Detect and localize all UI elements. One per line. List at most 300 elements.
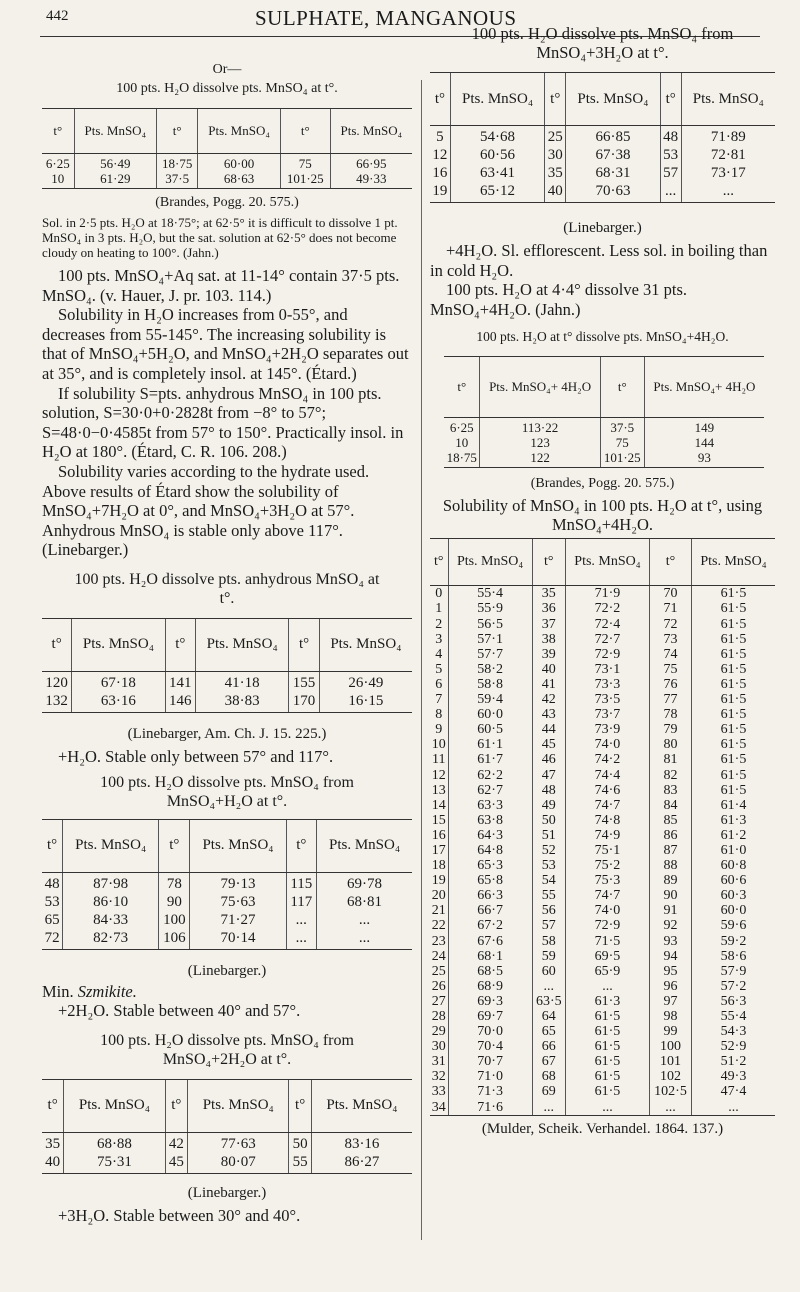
table-cell: 80 [650,737,692,752]
table-cell: 58·2 [448,662,532,677]
table-cell: 28 [431,1009,446,1024]
table-cell: 81 [650,752,692,767]
col-pts-hydrate: Pts. MnSO₄+ 4H₂O [480,357,600,418]
col-pts: Pts. MnSO₄ [317,819,412,872]
table-row [430,979,775,994]
table-cell: 61·5 [692,601,775,616]
table-cell: 101 [650,1054,692,1069]
running-title: SULPHATE, MANGANOUS [255,6,517,30]
note-jahn: Sol. in 2·5 pts. H₂O at 18·75°; at 62·5° it is difficult to dissolve 1 pt. MnSO₄ in 3 pts. H₂O, but the sat. solution at 62·5° does not become cloudy on heating to 100°. (Jahn.) [42,215,398,260]
table-cell: 21 [431,903,446,919]
table-cell: 25 30 35 40 [545,126,566,203]
table-row [430,692,775,707]
col-t: t° [42,819,63,872]
page-number: 442 [46,8,69,24]
col-t: t° [289,1079,311,1132]
table-cell: 39 [532,647,565,662]
table-cell: 100 [650,1039,692,1054]
table-cell: 49 [532,798,565,813]
table-cell: 71·0 [448,1069,532,1084]
table-cell: 61·5 [565,1069,649,1084]
table-cell: 61·3 [565,994,649,1009]
table-cell: 92 [650,918,692,933]
paragraph-4h2o: +4H₂O. Sl. efflorescent. Less sol. in boiling than in cold H₂O. [430,241,768,280]
table2 [42,618,412,713]
table-cell: 71 [650,601,692,616]
table-cell: 75 [650,662,692,677]
table-cell: 102 [650,1069,692,1084]
table-cell: 11 [432,752,446,768]
table-cell: 76 [650,677,692,692]
col-pts: Pts. MnSO₄ [565,539,649,586]
col-pts: Pts. MnSO₄ [681,73,775,126]
table-row [430,1024,775,1039]
table-cell: 26·49 16·15 [319,671,412,712]
table-cell: 61·5 [692,768,775,783]
table-cell: 56·5 [448,617,532,632]
table-cell: 82 [650,768,692,783]
table-cell: 68·88 75·31 [64,1132,165,1173]
col-pts: Pts. MnSO₄ [64,1079,165,1132]
table-cell: 79 [650,722,692,737]
table-cell: 87·98 86·10 84·33 82·73 [63,872,159,949]
col-pts: Pts. MnSO₄ [448,539,532,586]
table-cell: 63·5 [532,994,565,1009]
table-cell: 83 [650,783,692,798]
table-cell: 46 [532,752,565,767]
table-cell: 2 [435,616,443,632]
table-row [430,737,775,752]
table-cell: 6·25 10 [42,154,74,189]
table-cell: 99 [650,1024,692,1039]
table-cell: 85 [650,813,692,828]
table-cell: 73·1 [565,662,649,677]
table-cell: 65·8 [448,873,532,888]
table-cell: 69·7 [448,1009,532,1024]
table-row [430,994,775,1009]
table2-source: (Linebarger, Am. Ch. J. 15. 225.) [127,725,327,742]
table-cell: 61·5 [692,722,775,737]
table-cell: 77 [650,692,692,707]
paragraph-etard-2: If solubility S=pts. anhydrous MnSO₄ in 100 pts. solution, S=30·0+0·2828t from −8° to 57°; S=48·0−0·4585t from 57° to 150°. Practically insol. in H₂O at 180°. (Étard, C. R. 106. 208.) [42,383,404,462]
table-cell: 71·3 [448,1084,532,1099]
table-cell: 73 [650,632,692,647]
table-cell: 47·4 [692,1084,775,1099]
table4-source: (Linebarger.) [187,1184,267,1201]
table-row [430,707,775,722]
table-cell: 55·4 [692,1009,775,1024]
table-row [430,903,775,918]
table-cell: 31 [431,1054,446,1070]
table-cell: 48 53 65 72 [42,872,63,949]
table-row [430,918,775,933]
table-cell: 66·3 [448,888,532,903]
table-cell: 77·63 80·07 [188,1132,289,1173]
table-cell: 55 [532,888,565,903]
table-cell: 74·7 [565,798,649,813]
table-cell: 75·1 [565,843,649,858]
table-cell: 66·95 49·33 [330,154,412,189]
table-cell: 74 [650,647,692,662]
table-cell: 17 [431,842,446,858]
paragraph-h2o-hydrate: +H₂O. Stable only between 57° and 117°. [58,746,334,766]
table3 [42,819,412,950]
table-cell: 60·5 [448,722,532,737]
table-cell: 12 [431,767,446,783]
table7-source: (Mulder, Scheik. Verhandel. 1864. 137.) [481,1120,724,1137]
table-cell: 73·3 [565,677,649,692]
table-cell: 29 [431,1024,446,1040]
table-cell: 95 [650,964,692,979]
col-pts: Pts. MnSO₄ [692,539,775,586]
table-cell: 50 55 [289,1132,311,1173]
col-t: t° [157,109,198,154]
table-row [430,1069,775,1084]
table-cell: 70 [650,586,692,602]
table-cell: 56·3 [692,994,775,1009]
table-cell: 74·8 [565,813,649,828]
table-cell: 40 [532,662,565,677]
table-cell: 33 [431,1084,446,1100]
table-row [430,647,775,662]
table-cell: 73·5 [565,692,649,707]
table-cell: 37 [532,617,565,632]
table-cell: 13 [431,782,446,798]
table-cell: 71·5 [565,934,649,949]
table-cell: 52 [532,843,565,858]
table-cell: 60·0 [692,903,775,918]
table-cell: 68·5 [448,964,532,979]
mineral-name: Szmikite. [77,981,137,1001]
table-cell: 71·89 72·81 73·17 ... [681,126,775,203]
table-cell: 42 45 [165,1132,187,1173]
table-cell: 83·16 86·27 [311,1132,412,1173]
table-cell: 24 [431,948,446,964]
table-cell: 55·9 [448,601,532,616]
table-cell: 73·7 [565,707,649,722]
table-cell: 0 [435,586,443,602]
table-cell: 75·3 [565,873,649,888]
table-row [430,662,775,677]
table-cell: 61·5 [692,752,775,767]
column-divider [421,80,422,1240]
table-row [430,677,775,692]
table-cell: 88 [650,858,692,873]
table-cell: 56·49 61·29 [74,154,156,189]
table-cell: 54·3 [692,1024,775,1039]
table-row [430,752,775,767]
col-t: t° [532,539,565,586]
paragraph-jahn-4h2o: 100 pts. H₂O at 4·4° dissolve 31 pts. MnSO₄+4H₂O. (Jahn.) [430,280,688,319]
table-cell: 58·6 [692,949,775,964]
left-column [42,62,412,1225]
table1-caption: 100 pts. H₂O dissolve pts. MnSO₄ at t°. [116,81,338,96]
col-pts: Pts. MnSO₄ [566,73,660,126]
table-cell: 87 [650,843,692,858]
table-cell: 61·3 [692,813,775,828]
table-cell: 71·6 [448,1100,532,1116]
table-cell: 69 [532,1084,565,1099]
table-cell: 60·8 [692,858,775,873]
table-cell: 64·8 [448,843,532,858]
table-cell: 57 [532,918,565,933]
table-cell: 94 [650,949,692,964]
table-cell: 57·2 [692,979,775,994]
table-cell: 54 [532,873,565,888]
table-cell: 22 [431,918,446,934]
table-cell: 66·7 [448,903,532,918]
table-row [42,154,412,189]
table-cell: ... [565,979,649,994]
col-t: t° [430,73,450,126]
table-cell: 72·2 [565,601,649,616]
table-cell: 90 [650,888,692,903]
table-cell: 35 [532,586,565,602]
table-cell: 34 [430,1100,448,1116]
col-pts: Pts. MnSO₄ [319,618,412,671]
table-cell: 74·0 [565,903,649,918]
col-pts: Pts. MnSO₄ [188,1079,289,1132]
table-row [430,949,775,964]
table-cell: 72·4 [565,617,649,632]
table-cell: 61·4 [692,798,775,813]
table-cell: 30 [431,1039,446,1055]
table-cell: 6 [435,676,443,692]
table-cell: 38 [532,632,565,647]
table-cell: 10 [431,737,446,753]
table-row [430,1009,775,1024]
table-cell: 64 [532,1009,565,1024]
col-pts: Pts. MnSO₄ [198,109,280,154]
table-cell: 62·2 [448,768,532,783]
col-t: t° [42,109,74,154]
table-cell: 61·1 [448,737,532,752]
table-cell: 4 [435,646,443,662]
table-cell: 113·22 123 122 [480,418,600,468]
table-row [430,617,775,632]
table-cell: 63·8 [448,813,532,828]
table-row [444,418,764,468]
table-cell: 61·5 [692,707,775,722]
col-pts: Pts. MnSO₄ [330,109,412,154]
table-cell: 61·5 [692,632,775,647]
table-row [430,783,775,798]
col-pts: Pts. MnSO₄ [311,1079,412,1132]
table-cell: 51 [532,828,565,843]
table-cell: 75·2 [565,858,649,873]
paragraph-3h2o: +3H₂O. Stable between 30° and 40°. [58,1205,301,1225]
table-cell: 70·4 [448,1039,532,1054]
table-row [430,888,775,903]
table3-body [42,872,412,949]
table-row [430,586,775,602]
table6-source: (Brandes, Pogg. 20. 575.) [530,476,675,492]
table5-body [430,126,775,203]
table-cell: 67·2 [448,918,532,933]
table-cell: 45 [532,737,565,752]
table-cell: 63·3 [448,798,532,813]
table4-caption: 100 pts. H₂O dissolve pts. MnSO₄ from MnSO₄+2H₂O at t°. [100,1031,354,1068]
paragraph-etard-1: Solubility in H₂O increases from 0-55°, and decreases from 55-145°. The increasing solubility is that of MnSO₄+5H₂O, and MnSO₄+2H₂O separates out at 35°, and is completely insol. at 145°. (Étard.) [42,305,409,383]
table-cell: 58·8 [448,677,532,692]
table-cell: 60 [532,964,565,979]
table-cell: 3 [435,631,443,647]
mineral-line [42,982,412,1002]
table-cell: 61·5 [692,647,775,662]
mineral-label: Min. [42,981,74,1001]
table-cell: 57·1 [448,632,532,647]
table-cell: 56 [532,903,565,918]
table-cell: 72·9 [565,647,649,662]
col-t: t° [600,357,644,418]
table5-caption: 100 pts. H₂O dissolve pts. MnSO₄ from MnSO₄+3H₂O at t°. [471,24,734,62]
table-cell: 54·68 60·56 63·41 65·12 [450,126,544,203]
table-cell: 49·3 [692,1069,775,1084]
table-cell: 68 [532,1069,565,1084]
table-cell: 60·0 [448,707,532,722]
table-cell: 74·4 [565,768,649,783]
col-t: t° [42,1079,64,1132]
paragraph-hauer: 100 pts. MnSO₄+Aq sat. at 11-14° contain 37·5 pts. MnSO₄. (v. Hauer, J. pr. 103. 114.) [42,266,400,305]
table-cell: 66 [532,1039,565,1054]
table-cell: 74·7 [565,888,649,903]
table-cell: 67·6 [448,934,532,949]
table-row [430,601,775,616]
table-cell: 64·3 [448,828,532,843]
paragraph-2h2o: +2H₂O. Stable between 40° and 57°. [58,1001,301,1021]
table-cell: 61·5 [565,1039,649,1054]
table-cell: 36 [532,601,565,616]
table-cell: ... [650,1100,692,1116]
col-t: t° [42,618,72,671]
table-cell: 120 132 [42,671,72,712]
col-t: t° [165,1079,187,1132]
col-pts: Pts. MnSO₄ [63,819,159,872]
table-cell: 71·9 [565,586,649,602]
table-cell: 15 [431,812,446,828]
table1-body [42,154,412,189]
table-cell: 102·5 [650,1084,692,1099]
table-cell: ... [532,979,565,994]
table-cell: 61·5 [565,1084,649,1099]
table-cell: 69·78 68·81 ... ... [317,872,412,949]
table-cell: 72 [650,617,692,632]
col-pts: Pts. MnSO₄ [72,618,165,671]
table7-caption: Solubility of MnSO₄ in 100 pts. H₂O at t°, using MnSO₄+4H₂O. [442,496,763,535]
table-cell: 61·2 [692,828,775,843]
table-cell: 72·7 [565,632,649,647]
table-cell: 42 [532,692,565,707]
table-cell: 67 [532,1054,565,1069]
table-cell: 93 [650,934,692,949]
table-cell: 78 90 100 106 [159,872,190,949]
table-row [430,632,775,647]
table-row [430,964,775,979]
table-cell: 62·7 [448,783,532,798]
table-cell: 75 101·25 [280,154,330,189]
col-t: t° [444,357,480,418]
table-cell: 61·5 [692,737,775,752]
table-cell: 97 [650,994,692,1009]
table-cell: 41 [532,677,565,692]
table-cell: 67·18 63·16 [72,671,165,712]
table-cell: 20 [431,888,446,904]
col-pts-hydrate: Pts. MnSO₄+ 4H₂O [644,357,764,418]
table-cell: 60·6 [692,873,775,888]
table-row [430,1100,775,1116]
table-row [42,1132,412,1173]
table-cell: 89 [650,873,692,888]
table-cell: 79·13 75·63 71·27 70·14 [190,872,286,949]
table-cell: 18 [431,858,446,874]
col-t: t° [430,539,448,586]
table-cell: 61·5 [692,692,775,707]
table-cell: 23 [431,933,446,949]
table-cell: 98 [650,1009,692,1024]
table-cell: 8 [435,707,443,723]
table-cell: ... [565,1100,649,1116]
table-row [430,768,775,783]
table-cell: 65·9 [565,964,649,979]
table-cell: 47 [532,768,565,783]
table-cell: 96 [650,979,692,994]
table-row [430,813,775,828]
table2-body [42,671,412,712]
table-cell: 70·0 [448,1024,532,1039]
table-cell: 65 [532,1024,565,1039]
table-cell: 27 [431,993,446,1009]
table-cell: 59 [532,949,565,964]
table-cell: 61·7 [448,752,532,767]
table-cell: 74·6 [565,783,649,798]
table-cell: 52·9 [692,1039,775,1054]
table3-caption: 100 pts. H₂O dissolve pts. MnSO₄ from MnSO₄+H₂O at t°. [100,773,354,810]
table-row [42,671,412,712]
table-cell: 57·7 [448,647,532,662]
paragraph-linebarger: Solubility varies according to the hydrate used. Above results of Étard show the solubility of MnSO₄+7H₂O at 0°, and MnSO₄+3H₂O at 57°. Anhydrous MnSO₄ is stable only above 117°. (Linebarger.) [42,461,370,560]
table-cell: 68·9 [448,979,532,994]
table-cell: 26 [431,978,446,994]
table-cell: 14 [431,797,446,813]
or-label: Or— [212,62,242,77]
table6-body [444,418,764,468]
table-cell: 41·18 38·83 [196,671,289,712]
table-row [430,1039,775,1054]
table-cell: 43 [532,707,565,722]
table-cell: 60·3 [692,888,775,903]
table-cell: 155 170 [289,671,319,712]
table-row [430,843,775,858]
table-cell: 61·5 [692,617,775,632]
table-row [430,873,775,888]
table-cell: 61·5 [692,586,775,602]
right-column [430,24,775,1138]
table-cell: ... [532,1100,565,1116]
table-cell: 48 [532,783,565,798]
table2-caption: 100 pts. H₂O dissolve pts. anhydrous MnSO₄ at t°. [74,570,380,607]
table-cell: 5 [435,661,443,677]
table-row [430,934,775,949]
table-cell: 74·2 [565,752,649,767]
table-cell: 55·4 [448,586,532,602]
table-cell: 68·1 [448,949,532,964]
table-cell: 9 [435,722,443,738]
table-cell: 61·5 [692,662,775,677]
table-cell: 5 12 16 19 [430,126,450,203]
table-cell: 69·5 [565,949,649,964]
table-cell: 61·0 [692,843,775,858]
table-cell: 19 [431,873,446,889]
